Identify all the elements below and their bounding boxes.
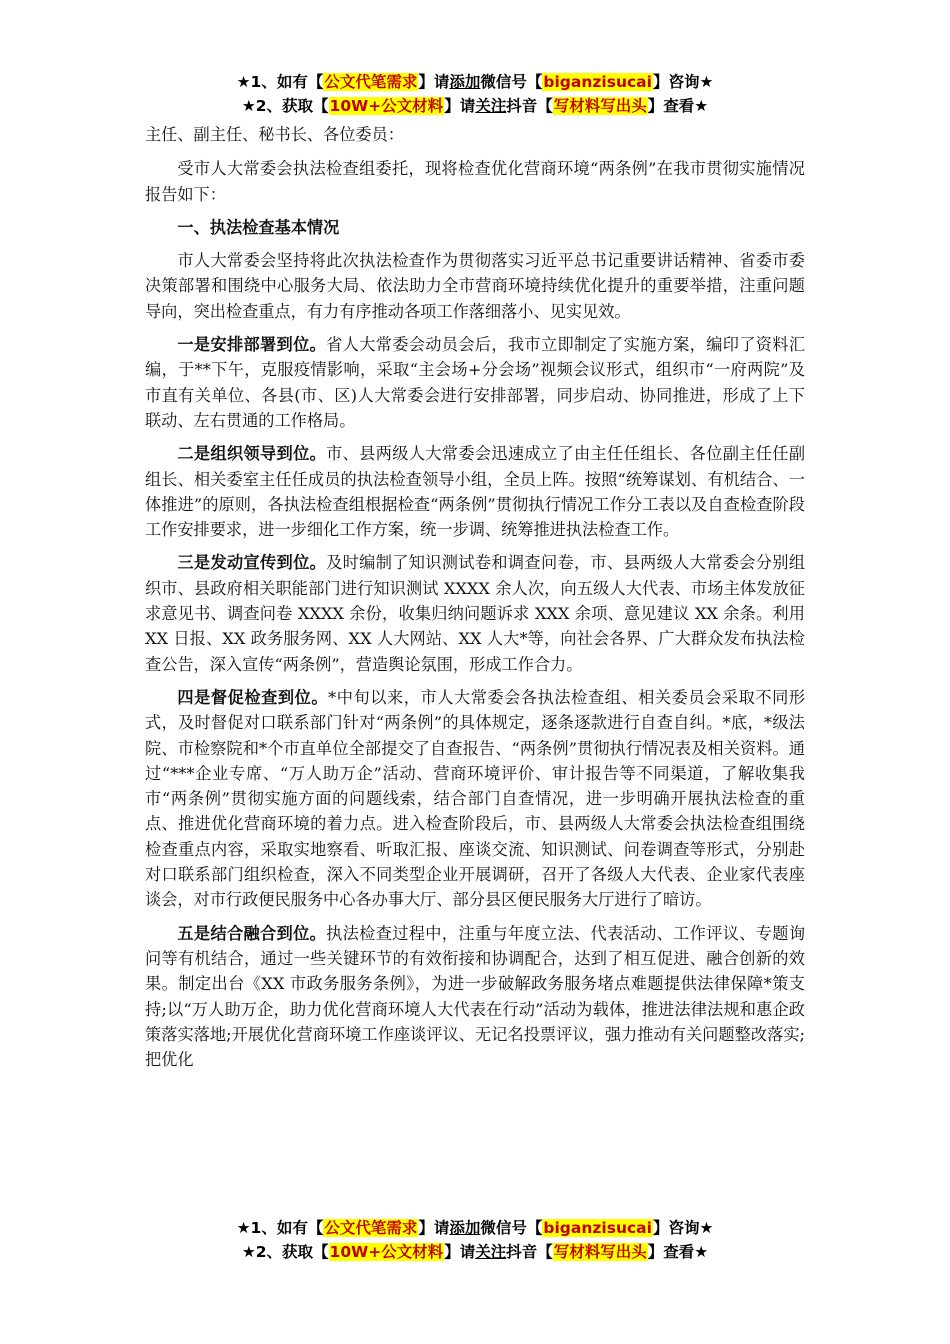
banner-highlight: biganzisucai: [543, 1219, 652, 1237]
banner-text: 抖音【: [506, 1243, 553, 1261]
point-text: *中旬以来，市人大常委会各执法检查组、相关委员会采取不同形式，及时督促对口联系部门针对“两条例”的具体规定，逐条逐款进行自查自纠。*底，*级法院、市检察院和*个市直单位全部提交了自查报告、“两条例”贯彻执行情况表及相关资料。通过“***企业专席、“万人助万企”活动、营商环境评价、审计报告等不同渠道，了解收集我市“两条例”贯彻实施方面的问题线索，结合部门自查情况，进一步明确开展执法检查的重点、推进优化营商环境的着力点。进入检查阶段后，市、县两级人大常委会执法检查组围绕检查重点内容，采取实地察看、听取汇报、座谈交流、知识测试、问卷调查等形式，分别赴对口联系部门组织检查，深入不同类型企业开展调研，召开了各级人大代表、企业家代表座谈会，对市行政便民服务中心各办事大厅、部分县区便民服务大厅进行了暗访。: [145, 687, 806, 910]
point-paragraph: [145, 550, 805, 676]
bottom-banner: [0, 1216, 950, 1264]
point-paragraph: [145, 685, 805, 913]
banner-emphasis: 关注: [475, 97, 507, 115]
banner-highlight: 10W+公文材料: [329, 1243, 444, 1261]
banner-text: 】请: [444, 97, 476, 115]
banner-emphasis: 添加: [449, 73, 481, 91]
section-body: 市人大常委会坚持将此次执法检查作为贯彻落实习近平总书记重要讲话精神、省委市委决策部署和围绕中心服务大局、依法助力全市营商环境持续优化提升的重要举措，注重问题导向，突出检查重点，有力有序推动各项工作落细落小、见实见效。: [145, 251, 805, 321]
banner-line-1: [0, 70, 950, 94]
point-paragraph: [145, 921, 805, 1073]
banner-text: ★2、获取【: [241, 97, 329, 115]
section-heading: 一、执法检查基本情况: [177, 217, 340, 237]
point-lead: 四是督促检查到位。: [177, 687, 329, 707]
intro-paragraph: 受市人大常委会执法检查组委托，现将检查优化营商环境“两条例”在我市贯彻实施情况报告如下：: [145, 159, 805, 204]
banner-text: ★1、如有【: [236, 1219, 324, 1237]
point-lead: 五是结合融合到位。: [177, 923, 327, 943]
banner-highlight: 公文代笔需求: [324, 1219, 418, 1237]
banner-text: 】请: [418, 73, 450, 91]
point-paragraph: [145, 441, 805, 542]
banner-text: 抖音【: [506, 97, 553, 115]
banner-text: ★2、获取【: [241, 1243, 329, 1261]
point-paragraph: [145, 332, 805, 433]
banner-highlight: 公文代笔需求: [324, 73, 418, 91]
document-body: [145, 122, 805, 1080]
banner-text: 】咨询★: [652, 73, 714, 91]
banner-line-2: [0, 94, 950, 118]
point-lead: 三是发动宣传到位。: [177, 553, 327, 573]
banner-text: 】请: [418, 1219, 450, 1237]
banner-line-1: [0, 1216, 950, 1240]
point-text: 及时编制了知识测试卷和调查问卷，市、县两级人大常委会分别组织市、县政府相关职能部门进行知识测试 XXXX 余人次，向五级人大代表、市场主体发放征求意见书、调查问卷 XXXX 余份，收集归纳问题诉求 XXX 余项、意见建议 XX 余条。利用 XX 日报、XX 政务服务网、XX 人大网站、XX 人大*等，向社会各界、广大群众发布执法检查公告，深入宣传“两条例”，营造舆论氛围，形成工作合力。: [145, 553, 806, 674]
point-lead: 一是安排部署到位。: [177, 335, 327, 355]
point-lead: 二是组织领导到位。: [177, 444, 327, 464]
banner-line-2: [0, 1240, 950, 1264]
banner-text: ★1、如有【: [236, 73, 324, 91]
point-text: 省人大常委会动员会后，我市立即制定了实施方案，编印了资料汇编，于**下午，克服疫情影响，采取“主会场+分会场”视频会议形式，组织市“一府两院”及市直有关单位、各县(市、区)人大常委会进行安排部署，同步启动、协同推进，形成了上下联动、左右贯通的工作格局。: [145, 335, 806, 430]
banner-highlight: 写材料写出头: [553, 1243, 647, 1261]
salutation: 主任、副主任、秘书长、各位委员：: [145, 125, 404, 144]
point-text: 市、县两级人大常委会迅速成立了由主任任组长、各位副主任任副组长、相关委室主任任成员的执法检查领导小组，全员上阵。按照“统筹谋划、有机结合、一体推进”的原则，各执法检查组根据检查“两条例”贯彻执行情况工作分工表以及自查检查阶段工作安排要求，进一步细化工作方案，统一步调、统筹推进执法检查工作。: [145, 444, 806, 540]
banner-emphasis: 添加: [449, 1219, 481, 1237]
banner-text: 微信号【: [480, 73, 543, 91]
banner-text: 微信号【: [480, 1219, 543, 1237]
banner-emphasis: 关注: [475, 1243, 507, 1261]
top-banner: [0, 70, 950, 118]
banner-text: 】查看★: [647, 97, 709, 115]
banner-highlight: biganzisucai: [543, 73, 652, 91]
banner-highlight: 10W+公文材料: [329, 97, 444, 115]
banner-text: 】查看★: [647, 1243, 709, 1261]
banner-text: 】请: [444, 1243, 476, 1261]
point-text: 执法检查过程中，注重与年度立法、代表活动、工作评议、专题询问等有机结合，通过一些关键环节的有效衔接和协调配合，达到了相互促进、融合创新的效果。制定出台《XX 市政务服务条例》，为进一步破解政务服务堵点难题提供法律保障*策支持;以“万人助万企，助力优化营商环境人大代表在行动”活动为载体，推进法律法规和惠企政策落实落地;开展优化营商环境工作座谈评议、无记名投票评议，强力推动有关问题整改落实;把优化: [145, 923, 806, 1070]
banner-highlight: 写材料写出头: [553, 97, 647, 115]
banner-text: 】咨询★: [652, 1219, 714, 1237]
